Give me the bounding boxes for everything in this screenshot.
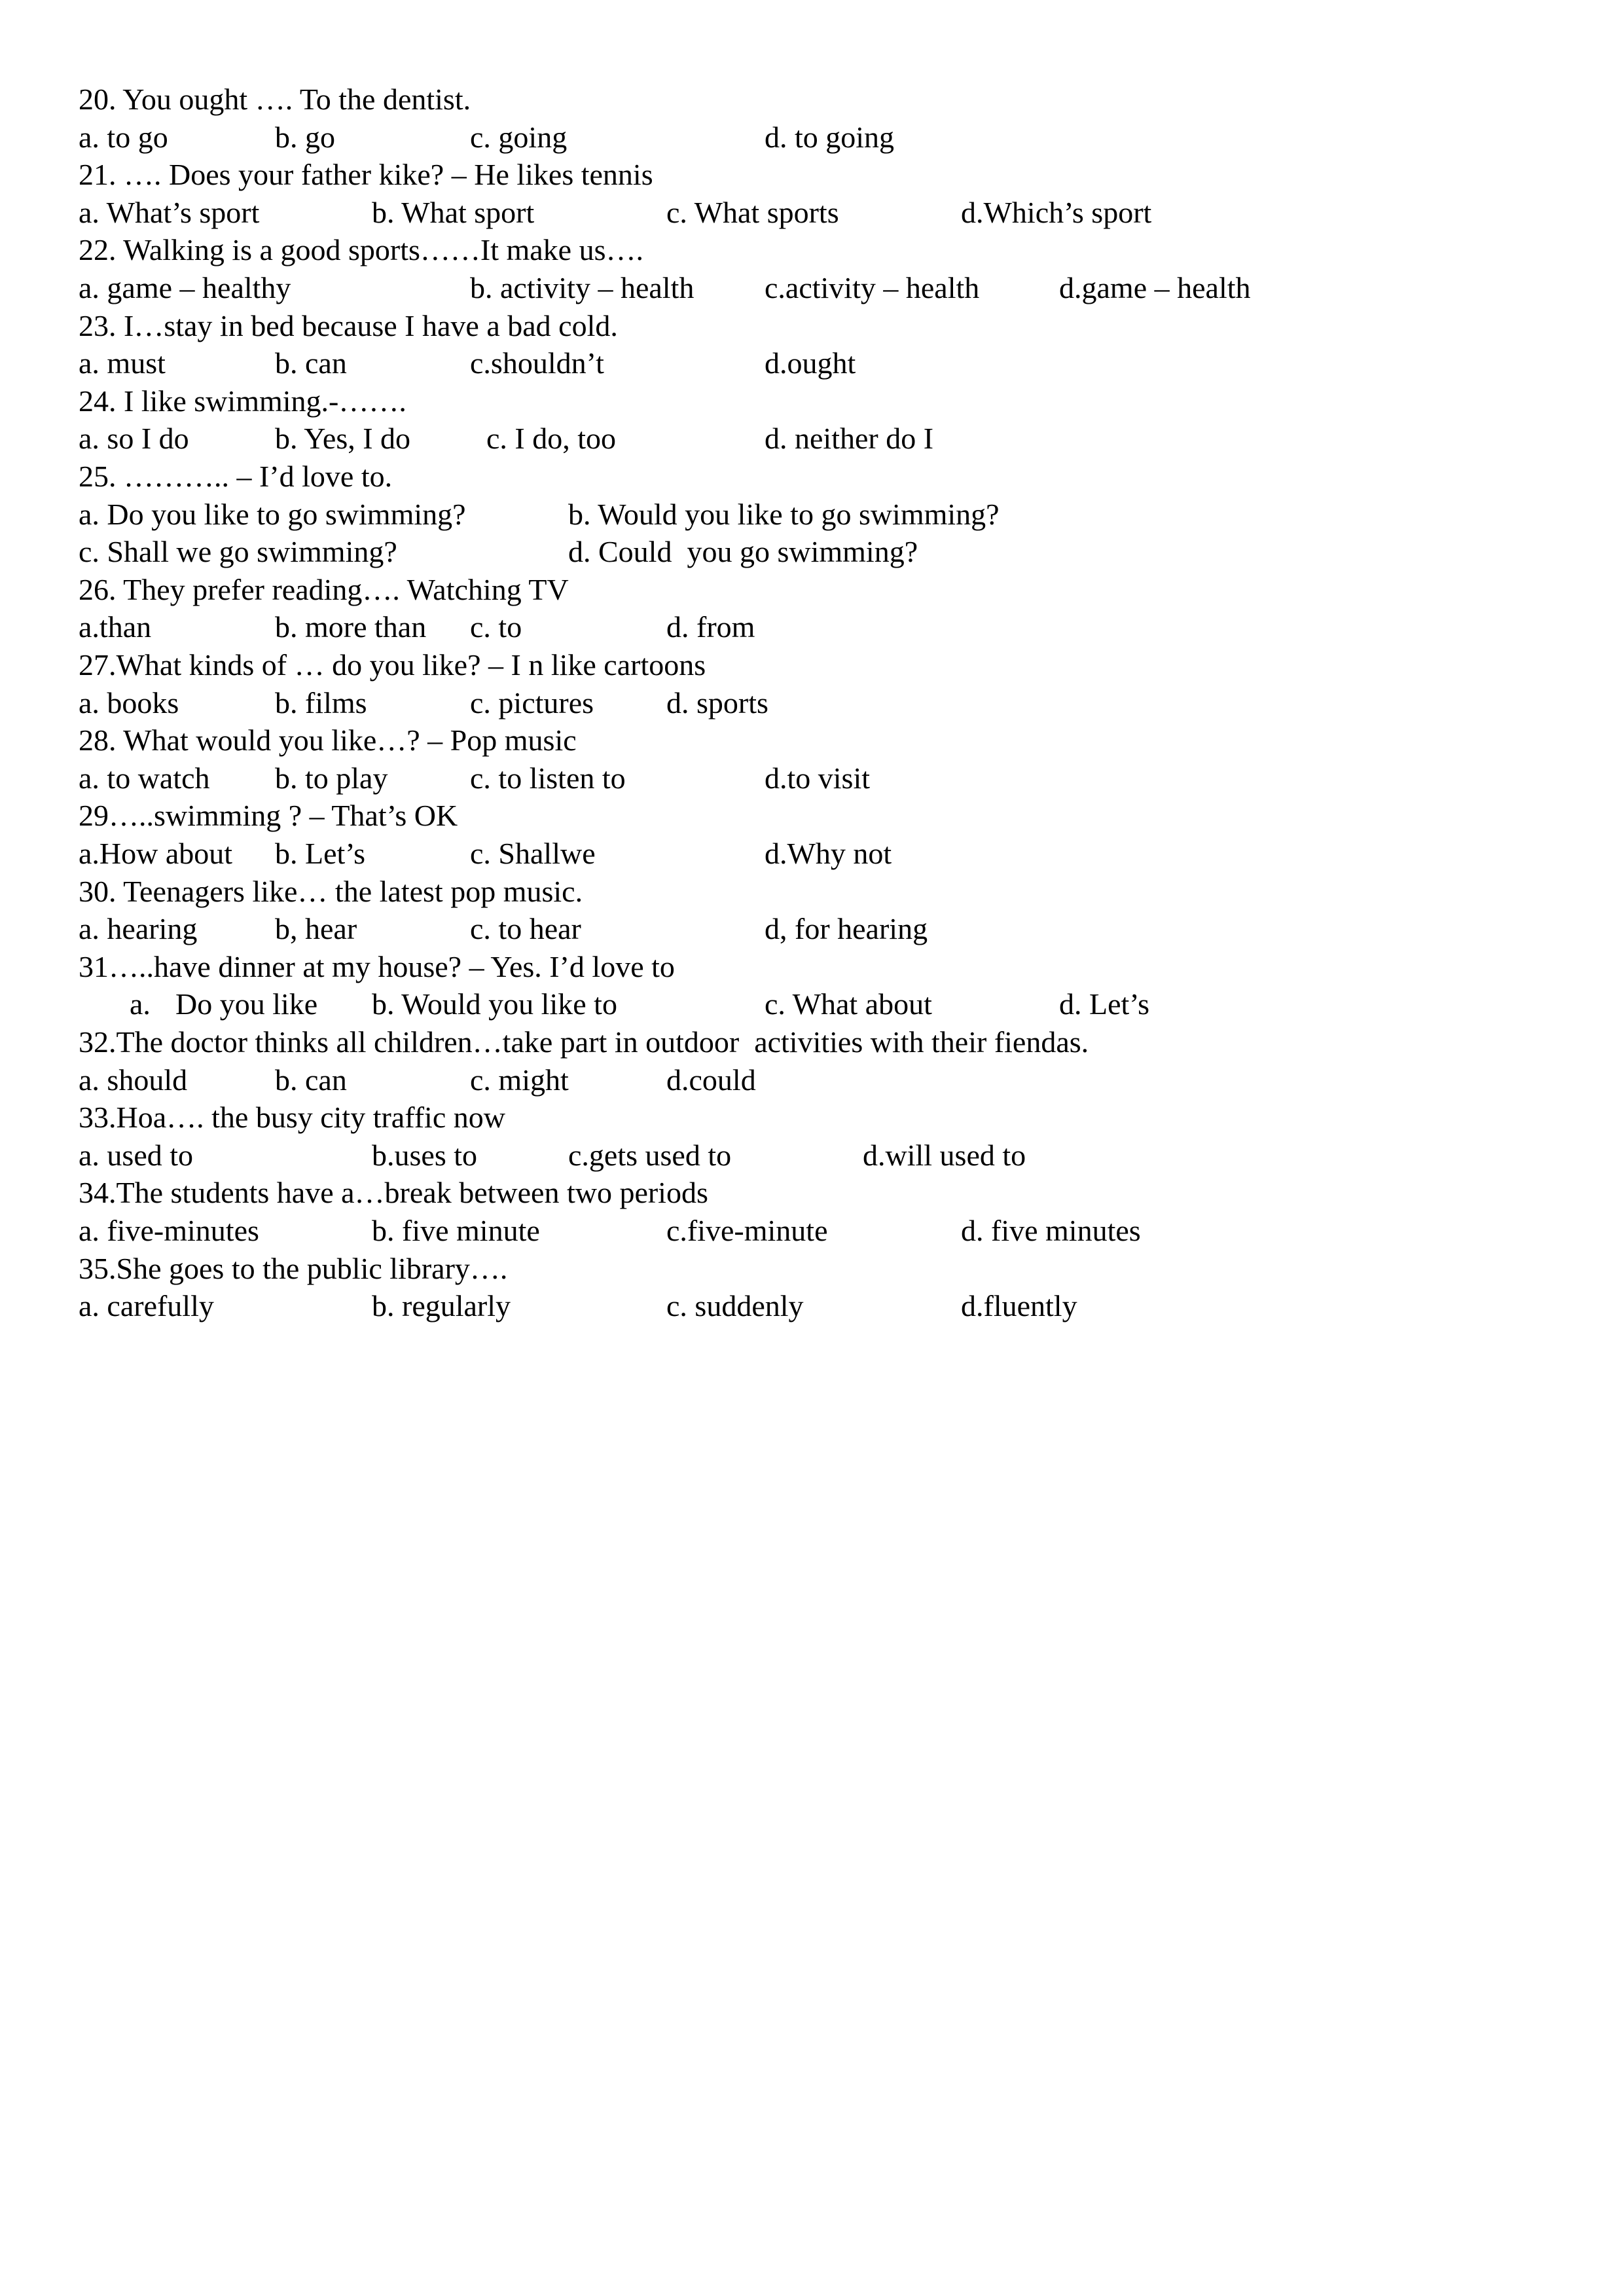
- option-text: c. to: [470, 610, 522, 644]
- option-text: d.to visit: [765, 761, 871, 795]
- option-text: d. to going: [765, 120, 895, 154]
- option-text: b. films: [275, 685, 367, 720]
- options-line: [0, 608, 1624, 646]
- options-line: [0, 1287, 1624, 1325]
- option-text: b. can: [275, 1063, 347, 1097]
- option-text: b. can: [275, 346, 347, 380]
- option-text: a. carefully: [79, 1289, 214, 1323]
- option-text: a. must: [79, 346, 166, 380]
- option-text: d, for hearing: [765, 912, 928, 946]
- option-text: b. five minute: [372, 1214, 540, 1247]
- option-text: a. should: [79, 1063, 188, 1097]
- option-text: d. neither do I: [765, 422, 934, 456]
- option-text: Do you like: [175, 987, 318, 1021]
- question-text: 24. I like swimming.-…….: [79, 384, 406, 418]
- option-text: b, hear: [275, 912, 357, 946]
- option-text: a. used to: [79, 1138, 194, 1172]
- option-text: a. so I do: [79, 422, 189, 456]
- options-line: [0, 496, 1624, 534]
- question-line: [0, 646, 1624, 684]
- options-line: [0, 118, 1624, 156]
- option-text: a.than: [79, 610, 152, 644]
- option-text: c. What sports: [666, 195, 839, 229]
- options-line: [0, 684, 1624, 722]
- option-text: d.Which’s sport: [961, 195, 1152, 229]
- options-line: [0, 1137, 1624, 1175]
- question-text: 31…..have dinner at my house? – Yes. I’d love to: [79, 949, 675, 983]
- option-text: b. Would you like to: [372, 987, 617, 1021]
- option-text: c. to listen to: [470, 761, 626, 795]
- question-text: 30. Teenagers like… the latest pop music.: [79, 874, 583, 908]
- option-text: b. Yes, I do: [275, 422, 411, 456]
- option-text: a.: [130, 987, 151, 1021]
- option-text: b. activity – health: [470, 271, 695, 304]
- question-line: [0, 797, 1624, 835]
- option-text: c. What about: [765, 987, 932, 1021]
- option-text: a.How about: [79, 837, 233, 870]
- option-text: b. What sport: [372, 195, 535, 229]
- question-text: 27.What kinds of … do you like? – I n like cartoons: [79, 648, 706, 682]
- option-text: c.five-minute: [666, 1214, 828, 1247]
- question-line: [0, 873, 1624, 911]
- question-text: 32.The doctor thinks all children…take part in outdoor activities with their fiendas.: [79, 1025, 1089, 1059]
- question-line: [0, 571, 1624, 609]
- options-line: [0, 910, 1624, 948]
- option-text: d. Let’s: [1059, 987, 1149, 1021]
- question-text: 21. …. Does your father kike? – He likes tennis: [79, 158, 653, 192]
- option-text: b. go: [275, 120, 335, 154]
- option-text: c. Shall we go swimming?: [79, 535, 397, 569]
- question-line: [0, 307, 1624, 345]
- question-text: 33.Hoa…. the busy city traffic now: [79, 1101, 505, 1135]
- option-text: d.will used to: [863, 1138, 1026, 1172]
- option-text: b. Would you like to go swimming?: [568, 497, 1000, 531]
- option-text: c. to hear: [470, 912, 581, 946]
- question-text: 28. What would you like…? – Pop music: [79, 723, 577, 757]
- option-text: c. going: [470, 120, 568, 154]
- option-text: a. Do you like to go swimming?: [79, 497, 466, 531]
- question-line: [0, 721, 1624, 759]
- question-line: [0, 1174, 1624, 1212]
- option-text: a. game – healthy: [79, 271, 291, 304]
- question-line: [0, 81, 1624, 118]
- question-text: 26. They prefer reading…. Watching TV: [79, 572, 569, 606]
- options-line: [0, 1212, 1624, 1250]
- option-text: c. I do, too: [486, 422, 617, 456]
- option-text: d.fluently: [961, 1289, 1077, 1323]
- question-text: 29…..swimming ? – That’s OK: [79, 799, 458, 833]
- option-text: b.uses to: [372, 1138, 477, 1172]
- option-text: a. hearing: [79, 912, 198, 946]
- option-text: c. suddenly: [666, 1289, 804, 1323]
- options-line: [0, 835, 1624, 873]
- option-text: d.could: [666, 1063, 756, 1097]
- option-text: a. What’s sport: [79, 195, 260, 229]
- options-line: [0, 759, 1624, 797]
- option-text: d.Why not: [765, 837, 892, 870]
- question-text: 20. You ought …. To the dentist.: [79, 82, 471, 116]
- option-text: c. Shallwe: [470, 837, 596, 870]
- question-line: [0, 458, 1624, 496]
- question-line: [0, 156, 1624, 194]
- option-text: b. regularly: [372, 1289, 511, 1323]
- question-text: 25. ……….. – I’d love to.: [79, 460, 393, 493]
- option-text: a. to watch: [79, 761, 210, 795]
- question-line: [0, 948, 1624, 986]
- question-text: 34.The students have a…break between two periods: [79, 1176, 708, 1210]
- question-line: [0, 1250, 1624, 1288]
- option-text: b. more than: [275, 610, 427, 644]
- option-text: c. might: [470, 1063, 569, 1097]
- option-text: c. pictures: [470, 685, 594, 720]
- option-text: d. sports: [666, 685, 768, 720]
- option-text: b. Let’s: [275, 837, 365, 870]
- question-line: [0, 1099, 1624, 1137]
- options-line: [0, 420, 1624, 458]
- option-text: d. five minutes: [961, 1214, 1141, 1247]
- options-line: [0, 533, 1624, 571]
- option-text: d. from: [666, 610, 755, 644]
- options-line: [0, 344, 1624, 382]
- option-text: b. to play: [275, 761, 388, 795]
- option-text: c.activity – health: [765, 271, 980, 304]
- option-text: a. books: [79, 685, 179, 720]
- question-text: 22. Walking is a good sports……It make us….: [79, 233, 643, 267]
- options-line: [0, 1061, 1624, 1099]
- options-line: [0, 194, 1624, 232]
- option-text: c.gets used to: [568, 1138, 732, 1172]
- question-line: [0, 1023, 1624, 1061]
- option-text: d. Could you go swimming?: [568, 535, 918, 569]
- option-text: c.shouldn’t: [470, 346, 604, 380]
- question-text: 23. I…stay in bed because I have a bad cold.: [79, 308, 618, 342]
- options-line: [0, 985, 1624, 1023]
- option-text: a. five-minutes: [79, 1214, 259, 1247]
- options-line: [0, 269, 1624, 307]
- question-line: [0, 382, 1624, 420]
- option-text: d.game – health: [1059, 271, 1251, 304]
- question-text: 35.She goes to the public library….: [79, 1251, 508, 1285]
- question-line: [0, 231, 1624, 269]
- option-text: a. to go: [79, 120, 168, 154]
- option-text: d.ought: [765, 346, 856, 380]
